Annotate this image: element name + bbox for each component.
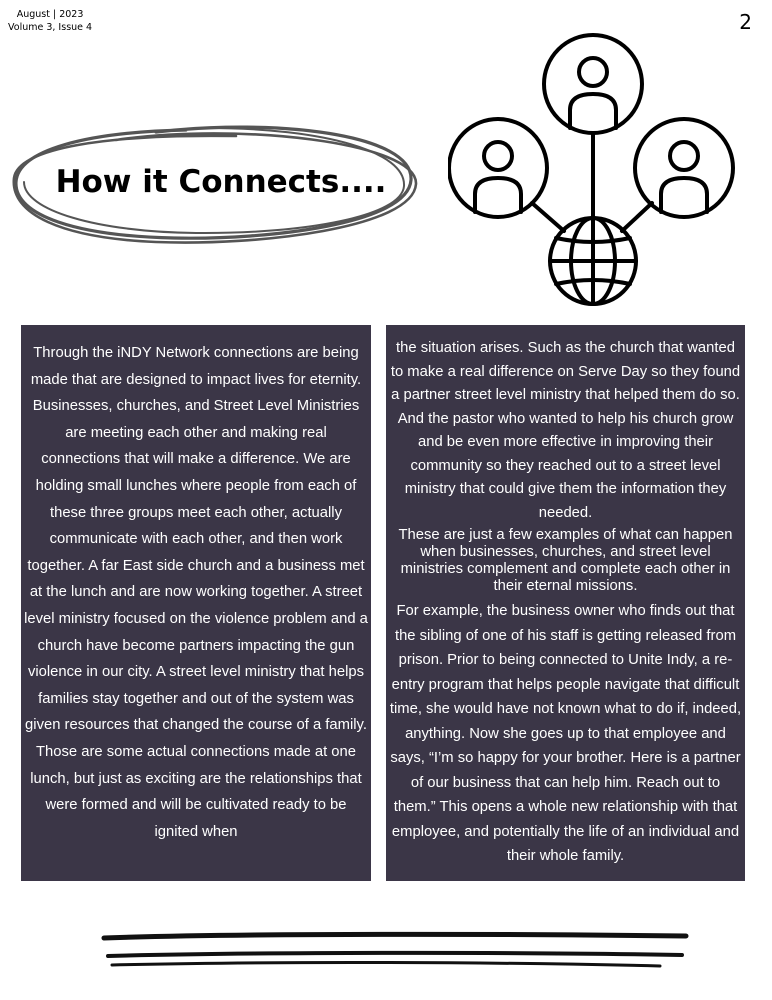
people-network-globe-icon <box>448 32 742 308</box>
column-left-text: Through the iNDY Network connections are being made that are designed to impact lives for eternity. Businesses, churches, and Street Level Ministries are meeting each other and making real connections that will make a difference. We are holding small lunches where people from each of these three groups meet each other, actually communicate with each other, and then work together. A far East side church and a business met at the lunch and are now working together. A street level ministry focused on the violence problem and a church have become partners impacting the gun violence in our city. A street level ministry that helps families stay together and out of the system was given resources that changed the course of a family. Those are some actual connections made at one lunch, but just as exciting are the relationships that were formed and will be cultivated ready to be ignited when <box>24 345 368 840</box>
brush-stroke-divider <box>100 928 690 976</box>
column-right-paragraph-3: For example, the business owner who finds out that the sibling of one of his staff is getting released from prison. Prior to being connected to Unite Indy, a re-entry program that helps people navigate that difficult time, she would have not known what to do if, indeed, anything. Now she goes up to that employee and says, “I’m so happy for your brother. Here is a partner of our business that can help him. Reach out to them.” This opens a whole new relationship with that employee, and potentially the life of an individual and their whole family. <box>389 603 742 864</box>
column-right-paragraph-2: These are just a few examples of what can happen when businesses, churches, and street level ministries complement and complete each other in their eternal missions. <box>398 527 733 594</box>
column-right <box>386 325 745 881</box>
title-block <box>6 112 426 252</box>
page-number: 2 <box>739 10 752 34</box>
page-title: How it Connects.... <box>55 164 387 200</box>
column-right-paragraph-1: the situation arises. Such as the church that wanted to make a real difference on Serve Day so they found a partner street level ministry that helped them do so. And the pastor who wanted to help his church grow and be even more effective in improving their community so they reached out to a street level ministry that could give them the information they needed. <box>390 340 741 521</box>
issue-date: August | 2023 <box>16 9 84 20</box>
issue-info <box>8 8 92 34</box>
column-left <box>21 325 371 881</box>
issue-volume: Volume 3, Issue 4 <box>8 22 93 33</box>
